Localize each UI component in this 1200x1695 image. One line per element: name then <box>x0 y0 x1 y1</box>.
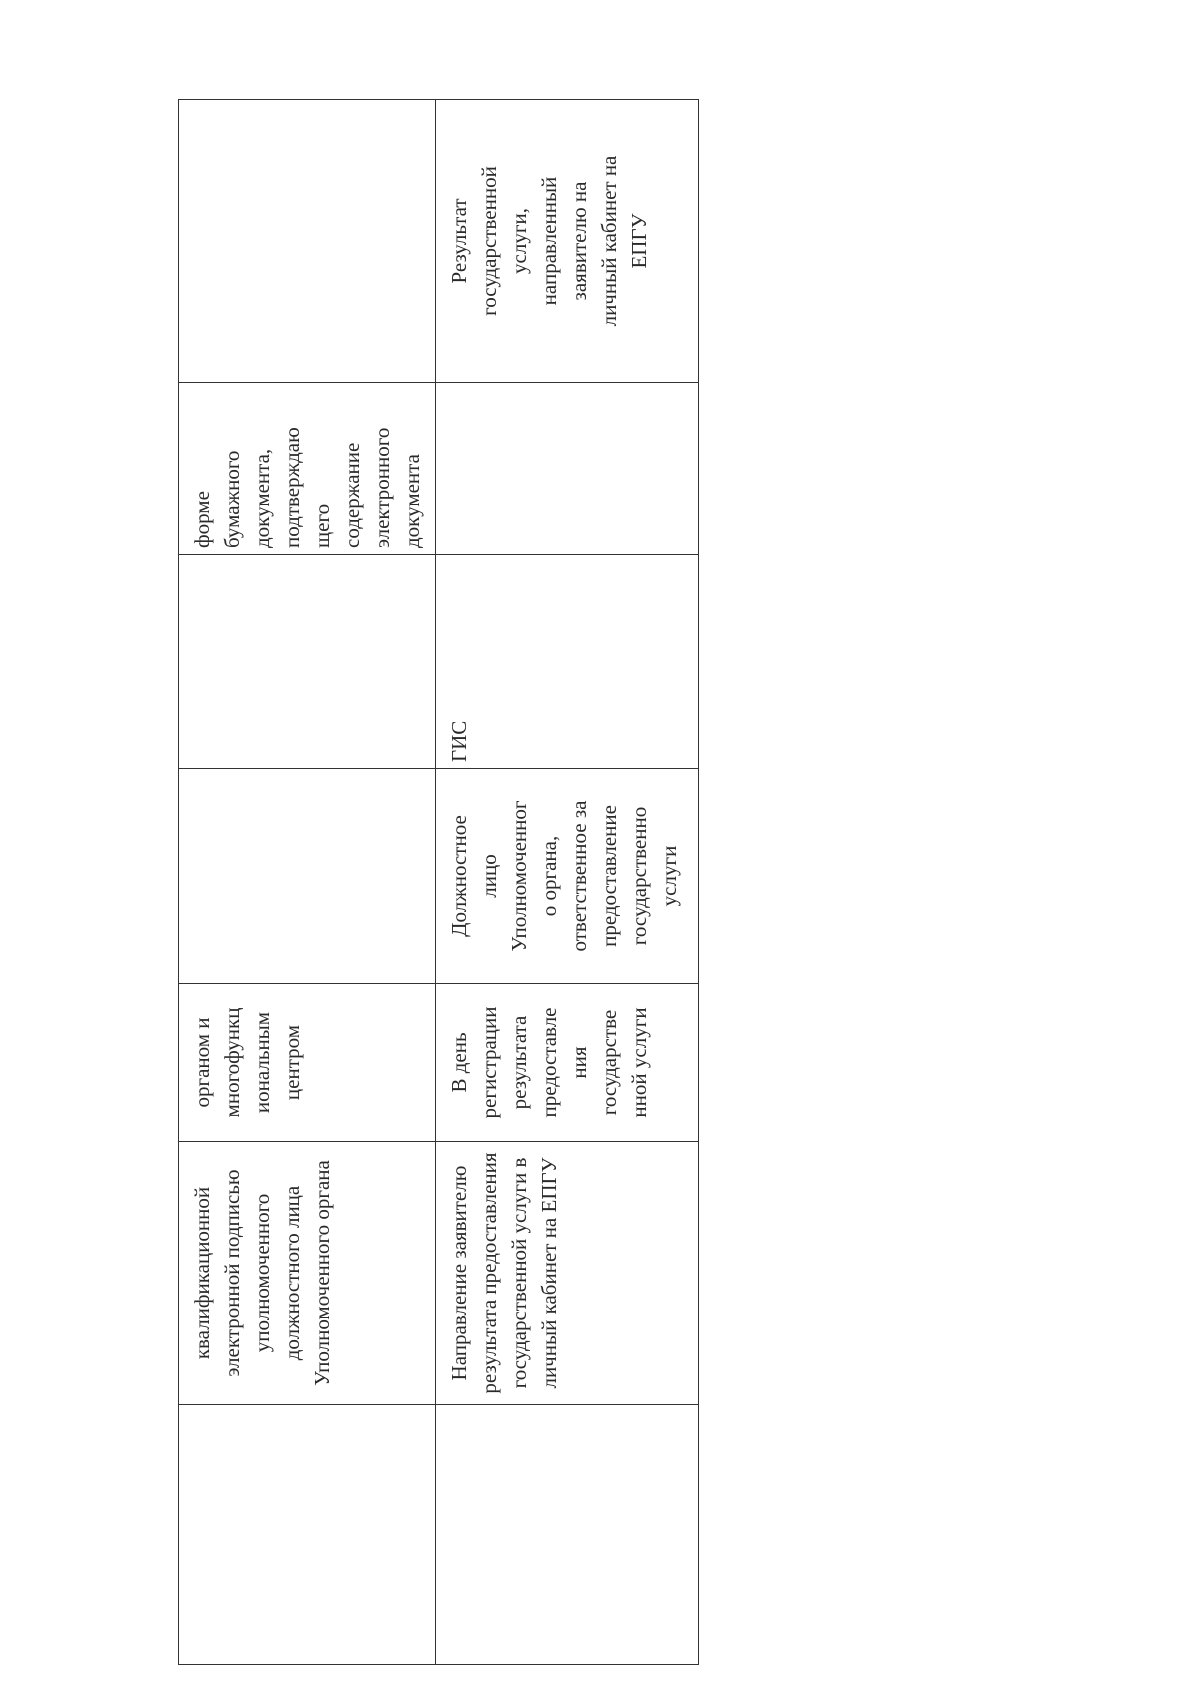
table-row <box>179 100 436 1665</box>
rotated-page-content <box>178 100 681 1665</box>
table-cell-empty <box>436 383 699 555</box>
table-cell-action: Направление заявителю результата предоставления государственной услуги в личный кабинет на ЕПГУ <box>436 1142 699 1405</box>
table-cell-empty <box>179 555 436 769</box>
table-cell-paper-form: форме бумажного документа, подтверждаю щего содержание электронного документа <box>179 383 436 555</box>
table-cell-deadline: В день регистрации результата предоставле ния государстве нной услуги <box>436 984 699 1142</box>
table-cell-empty <box>436 1405 699 1665</box>
table-cell-responsible: Должностное лицо Уполномоченног о органа, ответственное за предоставление государственно услуги <box>436 769 699 984</box>
table-cell-empty <box>179 100 436 383</box>
table-row <box>436 100 699 1665</box>
table-cell-empty <box>179 769 436 984</box>
table-cell-signature: квалификационной электронной подписью уполномоченного должностного лица Уполномоченного органа <box>179 1142 436 1405</box>
procedure-table <box>178 99 699 1665</box>
table-cell-system: ГИС <box>436 555 699 769</box>
table-cell-result: Результат государственной услуги, направленный заявителю на личный кабинет на ЕПГУ <box>436 100 699 383</box>
table-cell-empty <box>179 1405 436 1665</box>
table-cell-mfc: органом и многофункц иональным центром <box>179 984 436 1142</box>
